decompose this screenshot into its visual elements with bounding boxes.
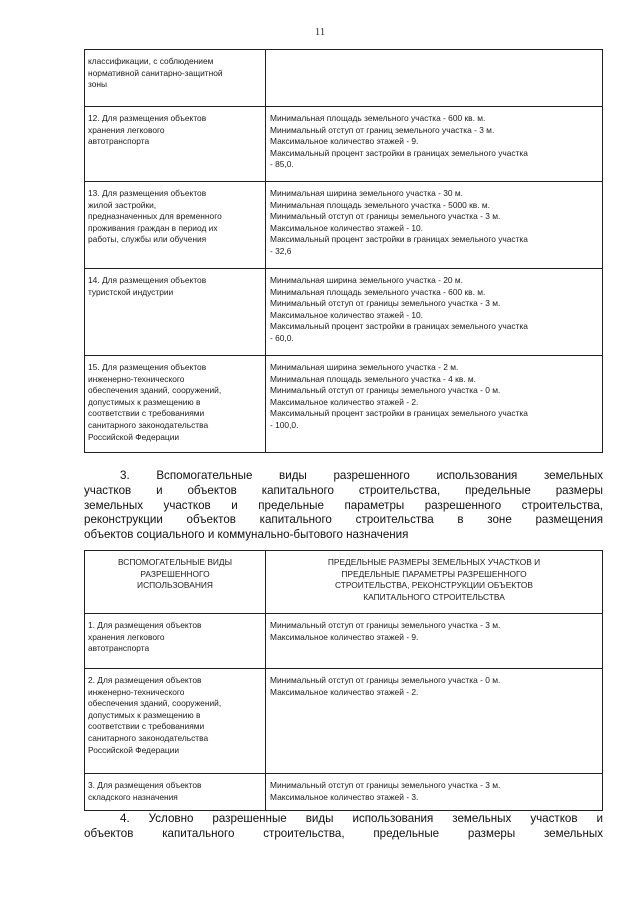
use-line: 1. Для размещения объектов (88, 620, 202, 630)
table-row (85, 182, 603, 269)
table-row (85, 50, 603, 107)
use-line: 15. Для размещения объектов (88, 362, 207, 372)
use-line: санитарного законодательства (88, 732, 209, 743)
param-line: - 60,0. (270, 332, 294, 343)
param-line: Минимальный отступ от границы земельного участка - 3 м. (270, 780, 501, 790)
param-line: Минимальный отступ от границы земельного участка - 3 м. (270, 620, 501, 630)
use-cell (85, 107, 266, 182)
table-header-row (85, 551, 603, 614)
params-cell (266, 669, 603, 774)
use-line: 13. Для размещения объектов (88, 188, 207, 198)
header-auxiliary-uses (85, 551, 266, 614)
auxiliary-uses-table (84, 550, 603, 811)
use-line: санитарного законодательства (88, 419, 209, 430)
use-line: Российской Федерации (88, 744, 180, 755)
use-line: инженерно-технического (88, 686, 185, 697)
use-line: соответствии с требованиями (88, 408, 205, 419)
param-line: Максимальное количество этажей - 2. (270, 686, 419, 697)
heading-line: реконструкции объектов капитального строительства в зоне размещения (84, 513, 603, 527)
use-line: хранения легкового (88, 124, 165, 135)
heading-line: участков и объектов капитального строительства, предельные размеры (84, 483, 603, 497)
use-line: Российской Федерации (88, 431, 180, 442)
param-line: Минимальная площадь земельного участка - 5000 кв. м. (270, 199, 490, 210)
param-line: Минимальный отступ от границы земельного участка - 3 м. (270, 298, 501, 309)
param-line: Минимальная площадь земельного участка - 4 кв. м. (270, 373, 477, 384)
param-line: Минимальная ширина земельного участка - 20 м. (270, 275, 463, 285)
section-3-heading (84, 469, 603, 543)
heading-line: 4. Условно разрешенные виды использования земельных участков и (120, 812, 603, 825)
use-cell (85, 269, 266, 356)
header-line: РАЗРЕШЕННОГО (140, 568, 210, 579)
param-line: Минимальная площадь земельного участка - 600 кв. м. (270, 286, 486, 297)
header-line: ПРЕДЕЛЬНЫЕ ПАРАМЕТРЫ РАЗРЕШЕННОГО (341, 568, 527, 579)
params-cell (266, 356, 603, 453)
use-line: обеспечения зданий, сооружений, (88, 385, 222, 396)
use-line: 2. Для размещения объектов (88, 675, 202, 685)
table-row (85, 269, 603, 356)
section-4-heading (84, 812, 603, 842)
header-line: СТРОИТЕЛЬСТВА, РЕКОНСТРУКЦИИ ОБЪЕКТОВ (335, 580, 533, 591)
use-cell (85, 669, 266, 774)
page-number: 11 (314, 26, 326, 38)
param-line: Максимальное количество этажей - 3. (270, 791, 419, 802)
heading-line: объектов социального и коммунально-бытового назначения (84, 528, 409, 542)
use-line: автотранспорта (88, 643, 150, 654)
permitted-uses-table-continued (84, 49, 603, 453)
use-line: инженерно-технического (88, 373, 185, 384)
use-line: хранения легкового (88, 631, 165, 642)
use-line: классификации, с соблюдением (88, 56, 214, 66)
use-line: проживания граждан в период их (88, 222, 218, 233)
param-line: Максимальный процент застройки в границах земельного участка (270, 321, 528, 332)
param-line: - 32,6 (270, 245, 292, 256)
param-line: Минимальная площадь земельного участка - 600 кв. м. (270, 113, 486, 123)
param-line: Максимальный процент застройки в границах земельного участка (270, 234, 528, 245)
use-line: обеспечения зданий, сооружений, (88, 698, 222, 709)
use-cell (85, 182, 266, 269)
use-line: жилой застройки, (88, 199, 157, 210)
use-line: работы, службы или обучения (88, 234, 207, 245)
param-line: Максимальное количество этажей - 10. (270, 222, 423, 233)
use-cell (85, 356, 266, 453)
params-cell (266, 182, 603, 269)
param-line: Минимальная ширина земельного участка - 30 м. (270, 188, 463, 198)
use-line: 12. Для размещения объектов (88, 113, 207, 123)
param-line: Минимальный отступ от границы земельного участка - 3 м. (270, 211, 501, 222)
use-line: нормативной санитарно-защитной (88, 67, 223, 78)
heading-line: объектов капитального строительства, предельные размеры земельных (84, 826, 603, 840)
table-row (85, 356, 603, 453)
heading-line: 3. Вспомогательные виды разрешенного использования земельных (120, 469, 603, 482)
param-line: Максимальное количество этажей - 2. (270, 396, 419, 407)
table-row (85, 774, 603, 811)
params-cell (266, 774, 603, 811)
param-line: Максимальный процент застройки в границах земельного участка (270, 408, 528, 419)
header-line: ИСПОЛЬЗОВАНИЯ (137, 580, 213, 591)
use-line: зоны (88, 79, 108, 90)
use-line: автотранспорта (88, 136, 150, 147)
param-line: Максимальное количество этажей - 9. (270, 631, 419, 642)
header-line: ПРЕДЕЛЬНЫЕ РАЗМЕРЫ ЗЕМЕЛЬНЫХ УЧАСТКОВ И (327, 557, 541, 567)
use-line: 3. Для размещения объектов (88, 780, 202, 790)
params-cell (266, 50, 603, 107)
param-line: Минимальный отступ от границы земельного участка - 0 м. (270, 385, 501, 396)
table-row (85, 669, 603, 774)
use-line: соответствии с требованиями (88, 721, 205, 732)
use-line: предназначенных для временного (88, 211, 222, 222)
header-line: ВСПОМОГАТЕЛЬНЫЕ ВИДЫ (117, 557, 233, 567)
params-cell (266, 269, 603, 356)
header-limit-parameters (266, 551, 603, 614)
param-line: Минимальный отступ от границ земельного участка - 3 м. (270, 124, 495, 135)
heading-line: земельных участков и предельные параметры разрешенного строительства, (84, 498, 603, 512)
param-line: Максимальный процент застройки в границах земельного участка (270, 147, 528, 158)
param-line: Минимальная ширина земельного участка - 2 м. (270, 362, 459, 372)
use-cell (85, 614, 266, 669)
use-line: 14. Для размещения объектов (88, 275, 207, 285)
param-line: Минимальный отступ от границы земельного участка - 0 м. (270, 675, 501, 685)
use-line: складского назначения (88, 791, 178, 802)
use-line: туристской индустрии (88, 286, 174, 297)
use-cell (85, 50, 266, 107)
param-line: - 85,0. (270, 159, 294, 170)
param-line: Максимальное количество этажей - 10. (270, 309, 423, 320)
table-row (85, 107, 603, 182)
param-line: - 100,0. (270, 419, 299, 430)
use-line: допустимых к размещению в (88, 396, 201, 407)
params-cell (266, 614, 603, 669)
params-cell (266, 107, 603, 182)
header-line: КАПИТАЛЬНОГО СТРОИТЕЛЬСТВА (363, 591, 505, 602)
use-cell (85, 774, 266, 811)
use-line: допустимых к размещению в (88, 709, 201, 720)
param-line: Максимальное количество этажей - 9. (270, 136, 419, 147)
table-row (85, 614, 603, 669)
